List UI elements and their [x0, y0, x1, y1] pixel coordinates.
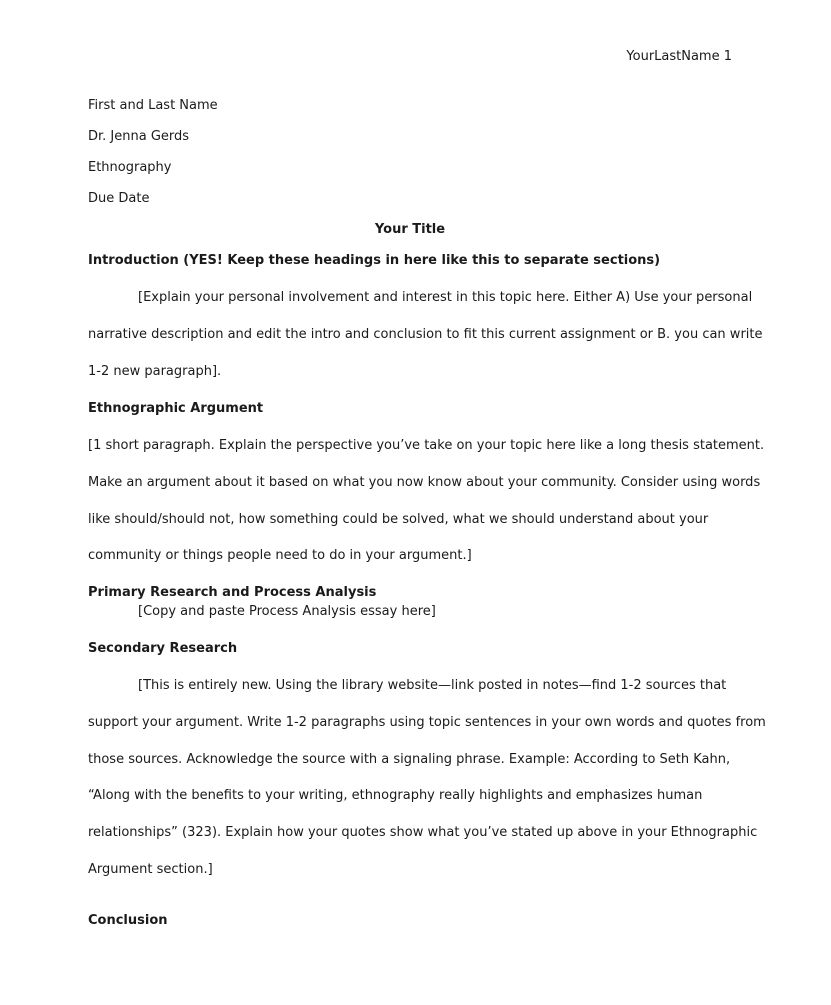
intro-line-2: narrative description and edit the intro and conclusion to fit this current assignment or B. you can write	[88, 327, 763, 342]
running-head: YourLastName 1	[626, 49, 732, 64]
secondary-line-6: Argument section.]	[88, 862, 213, 877]
argument-line-4: community or things people need to do in your argument.]	[88, 548, 472, 563]
secondary-line-5: relationships” (323). Explain how your quotes show what you’ve stated up above in your Ethnographic	[88, 825, 758, 840]
intro-heading: Introduction (YES! Keep these headings in here like this to separate sections)	[88, 253, 661, 268]
argument-line-3: like should/should not, how something could be solved, what we should understand about your	[88, 512, 709, 527]
argument-line-1: [1 short paragraph. Explain the perspective you’ve take on your topic here like a long thesis statement.	[88, 438, 765, 453]
argument-heading: Ethnographic Argument	[88, 401, 264, 416]
course-name: Ethnography	[88, 160, 172, 175]
secondary-line-4: “Along with the benefits to your writing, ethnography really highlights and emphasizes human	[88, 788, 703, 803]
argument-line-2: Make an argument about it based on what you now know about your community. Consider using words	[88, 475, 761, 490]
intro-line-1: [Explain your personal involvement and interest in this topic here. Either A) Use your personal	[138, 290, 753, 305]
intro-line-3: 1-2 new paragraph].	[88, 364, 222, 379]
document-title: Your Title	[374, 222, 446, 237]
secondary-line-2: support your argument. Write 1-2 paragraphs using topic sentences in your own words and quotes from	[88, 715, 766, 730]
secondary-line-1: [This is entirely new. Using the library website—link posted in notes—find 1-2 sources that	[138, 678, 727, 693]
secondary-heading: Secondary Research	[88, 641, 238, 656]
student-name: First and Last Name	[88, 98, 218, 113]
due-date: Due Date	[88, 191, 150, 206]
conclusion-heading: Conclusion	[88, 913, 168, 928]
secondary-line-3: those sources. Acknowledge the source with a signaling phrase. Example: According to Seth Kahn,	[88, 752, 731, 767]
instructor-name: Dr. Jenna Gerds	[88, 129, 190, 144]
primary-heading: Primary Research and Process Analysis	[88, 585, 377, 600]
primary-line-1: [Copy and paste Process Analysis essay here]	[138, 604, 436, 619]
